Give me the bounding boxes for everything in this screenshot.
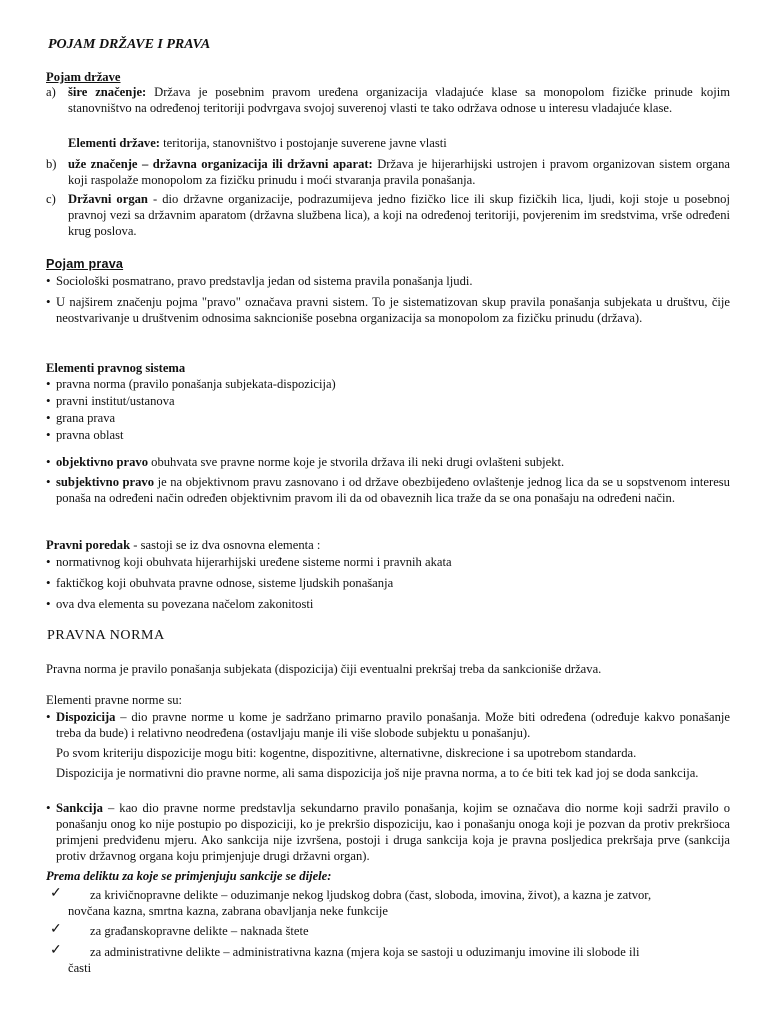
term-elementi-drzave: Elementi države: (68, 136, 160, 150)
dispozicija-text (56, 709, 730, 741)
pravni-poredak-text: - sastoji se iz dva osnovna elementa : (130, 538, 321, 552)
bullet-icon: • (46, 294, 51, 309)
elementi-sistema-heading-text: Elementi pravnog sistema (46, 361, 186, 375)
sire-znacenje-definition: Država je posebnim pravom uređena organizacija vladajuće klase sa monopolom fizičke prinude kojim stanovništvo na određenoj teritoriji podvrgava svojoj suverenoj vlasti te tako održava odnose u interesu vladajuće klase. (68, 85, 730, 115)
bullet-icon: • (46, 474, 51, 489)
term-pravni-poredak: Pravni poredak (46, 538, 131, 552)
list-item-text: pravna oblast (56, 428, 124, 442)
list-item-text: za krivičnopravne delikte – oduzimanje nekog ljudskog dobra (čast, sloboda, imovina, život), a kazna je zatvor, (90, 888, 652, 902)
bullet-icon: • (46, 273, 51, 288)
bullet-icon: • (46, 410, 51, 425)
term-drzavni-organ: Državni organ (68, 192, 148, 206)
item-c-text (68, 191, 730, 239)
checkmark-icon: ✓ (50, 922, 62, 937)
list-item-text: ova dva elementa su povezana načelom zakonitosti (56, 597, 314, 611)
list-item-text: za građanskopravne delikte – naknada štete (90, 924, 309, 938)
drzavni-organ-definition: - dio državne organizacije, podrazumijeva jedno fizičko lice ili skup fizičkih lica, ljudi, koji stoje u posebnoj pravnoj vezi sa državnim aparatom (državna službena lica), a koji na određenoj teritoriji, povjerenim im sredstvima, vrše određeni krug poslova. (68, 192, 730, 238)
item-c-label: c) (46, 192, 56, 206)
term-objektivno-pravo: objektivno pravo (56, 455, 149, 469)
bullet-icon: • (46, 376, 51, 391)
checkmark-icon: ✓ (50, 943, 62, 958)
prema-deliktu-heading-text: Prema deliktu za koje se primjenjuju sankcije se dijele: (46, 869, 332, 883)
item-a-text (68, 84, 730, 116)
prema-deliktu-heading (46, 868, 730, 884)
objektivno-pravo-definition: obuhvata sve pravne norme koje je stvorila država ili neki drugi ovlašteni subjekt. (148, 455, 565, 469)
bullet-icon: • (46, 427, 51, 442)
sankcija-definition: – kao dio pravne norme predstavlja sekundarno pravilo ponašanja, kojim se označava dio norme koji sadrži pravilo o ponašanju onog ko nije postupio po dispoziciji, ko je prekršio dispoziciju, kao i ponašanju onoga koji je pozvan da protiv prekršioca primjeni predviđenu mjeru. Ako sankcija nije izvršena, postoji i druga sankcija koja je pravna posljedica prekršaja prve (sankcija protiv državnog organa koju primjenjuje drugi državni organ). (56, 801, 730, 863)
list-item-text: za administrativne delikte – administrativna kazna (mjera koja se sastoji u oduzimanju imovine ili slobode ili (90, 945, 640, 959)
item-a-label: a) (46, 85, 56, 99)
bullet-icon: • (46, 800, 51, 815)
list-item-text: Sociološki posmatrano, pravo predstavlja jedan od sistema pravila ponašanja ljudi. (56, 274, 473, 288)
bullet-icon: • (46, 596, 51, 611)
bullet-icon: • (46, 554, 51, 569)
list-item-text: pravna norma (pravilo ponašanja subjekata-dispozicija) (56, 377, 336, 391)
heading-pravna-norma: PRAVNA NORMA (47, 628, 165, 643)
bullet-icon: • (46, 454, 51, 469)
list-item-text: grana prava (56, 411, 116, 425)
checkmark-icon: ✓ (50, 886, 62, 901)
list-item-text: normativnog koji obuhvata hijerarhijski uređene sisteme normi i pravnih akata (56, 555, 452, 569)
document-title: POJAM DRŽAVE I PRAVA (48, 37, 211, 52)
sankcija-text (56, 800, 730, 864)
bullet-icon: • (46, 575, 51, 590)
pravni-poredak (46, 537, 730, 553)
elementi-drzave-text: teritorija, stanovništvo i postojanje suverene javne vlasti (159, 136, 447, 150)
heading-pojam-prava: Pojam prava (46, 257, 124, 271)
list-item-text: U najširem značenju pojma "pravo" označava pravni sistem. To je sistematizovan skup pravila ponašanja subjekata u društvu, čije neostvarivanje u društvenim odnosima sakncioniše posebna organizacija sa monopolom za fizičku prinudu (država). (56, 295, 730, 325)
objektivno-pravo-text (56, 454, 730, 470)
uze-znacenje-definition: Država je hijerarhijski ustrojen i pravom organizovan sistem organa koji raspolaže monopolom za fizičku prinudu i moći stvaranja pravila ponašanja. (68, 157, 730, 187)
subjektivno-pravo-definition: je na objektivnom pravu zasnovano i od države obezbijeđeno ovlaštenje jednog lica da se u sopstvenom interesu ponaša na određeni način određen objektivnim pravom ili da od obaveznih lica traže da se ona ponašaju na određeni način. (56, 475, 730, 505)
bullet-icon: • (46, 709, 51, 724)
list-item-text-continued: časti (68, 961, 92, 975)
item-b-label: b) (46, 157, 57, 171)
term-dispozicija: Dispozicija (56, 710, 116, 724)
pravna-norma-intro: Pravna norma je pravilo ponašanja subjekata (dispozicija) čiji eventualni prekršaj treba da sankcioniše država. (46, 662, 602, 676)
kriterij-dispozicije: Po svom kriteriju dispozicije mogu biti: kogentne, dispozitivne, alternativne, diskrecione i sa upotrebom standarda. (56, 746, 637, 760)
elementi-norme-intro: Elementi pravne norme su: (46, 693, 183, 707)
term-sire-znacenje: šire značenje: (68, 85, 147, 99)
dispozicija-definition: – dio pravne norme u kome je sadržano primarno pravilo ponašanja. Može biti određena (određuje kakvo ponašanje treba da bude) i relativno neodređena (ostavljaju manje ili više slobode subjektu u ponašanju). (56, 710, 730, 740)
item-b-text (68, 156, 730, 188)
list-item-text-continued: novčana kazna, smrtna kazna, zabrana obavljanja neke funkcije (68, 904, 388, 918)
term-subjektivno-pravo: subjektivno pravo (56, 475, 155, 489)
list-item-text: pravni institut/ustanova (56, 394, 175, 408)
normativni-dio: Dispozicija je normativni dio pravne norme, ali sama dispozicija još nije pravna norma, a to će biti tek kad joj se doda sankcija. (56, 766, 699, 780)
bullet-icon: • (46, 393, 51, 408)
elementi-drzave (68, 135, 730, 151)
term-uze-znacenje: uže značenje – državna organizacija ili državni aparat: (68, 157, 373, 171)
subjektivno-pravo-text (56, 474, 730, 506)
heading-pojam-drzave: Pojam države (46, 70, 121, 84)
term-sankcija: Sankcija (56, 801, 103, 815)
list-item-text: faktičkog koji obuhvata pravne odnose, sisteme ljudskih ponašanja (56, 576, 394, 590)
heading-elementi-sistema (46, 360, 730, 376)
